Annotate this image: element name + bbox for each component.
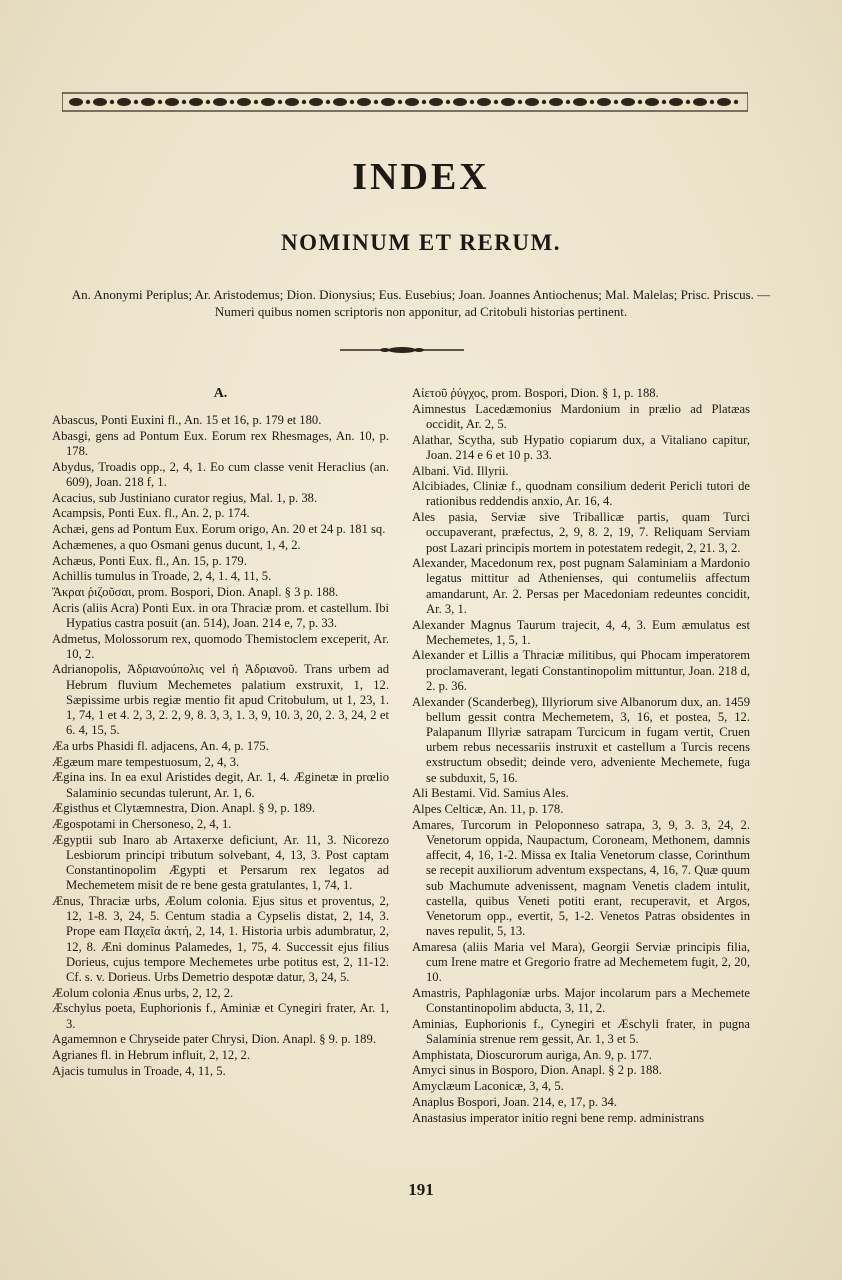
index-entry: Amares, Turcorum in Peloponneso satrapa, 3, 9, 3. 3, 24, 2. Venetorum oppida, Naupactum, Coroneam, Methonem, damnis affecit, 4, 16, 1-2. Missa ex Italia Venetorum classe, Corinthum se recepit auxiliorum adventum exspectans, 4, 16, 7. Quæ quum sub Machumute advenissent, magnam Venetis cladem intulit, castella, quibus Veneti potiti erant, recuperavit, et Argos, Venetorum opp., evertit, 5, 1-2. Venetos Patras obsidentes in naves repulit, 5, 13. bbox=[412, 817, 750, 939]
index-entry: Abasgi, gens ad Pontum Eux. Eorum rex Rhesmages, An. 10, p. 178. bbox=[52, 428, 389, 459]
index-entry: Alcibiades, Cliniæ f., quodnam consilium dederit Pericli tutori de rationibus reddendis anxio, Ar. 16, 4. bbox=[412, 479, 750, 509]
index-entry: Ægina ins. In ea exul Aristides degit, Ar. 1, 4. Æginetæ in prœlio Salaminio secundas tulerunt, Ar. 1, 6. bbox=[52, 770, 389, 800]
index-entry: Ἄκραι ῥιζοῦσαι, prom. Bospori, Dion. Anapl. § 3 p. 188. bbox=[52, 584, 339, 599]
ornamental-border-band bbox=[62, 90, 748, 114]
page-number: 191 bbox=[408, 1180, 434, 1199]
index-column-right bbox=[412, 386, 750, 1126]
index-entry: Acampsis, Ponti Eux. fl., An. 2, p. 174. bbox=[52, 506, 250, 521]
index-entry: Æschylus poeta, Euphorionis f., Aminiæ et Cynegiri frater, Ar. 1, 3. bbox=[52, 1001, 389, 1031]
index-entry: Albani. Vid. Illyrii. bbox=[412, 463, 509, 478]
index-entry: Æolum colonia Ænus urbs, 2, 12, 2. bbox=[52, 985, 234, 1000]
page-subtitle: NOMINUM ET RERUM. bbox=[281, 230, 561, 255]
index-entry: Amphistata, Dioscurorum auriga, An. 9, p. 177. bbox=[412, 1047, 652, 1062]
index-entry: Amyclæum Laconicæ, 3, 4, 5. bbox=[412, 1079, 564, 1094]
ornamental-rule bbox=[340, 346, 464, 354]
index-entry: Admetus, Molossorum rex, quomodo Themistoclem exceperit, Ar. 10, 2. bbox=[52, 631, 389, 661]
index-entry: Alexander et Lillis a Thraciæ militibus, qui Phocam imperatorem proclamaverant, legati Constantinopolim mittuntur, Joan. 218 d, 2. p. 36. bbox=[412, 648, 750, 693]
index-entry: Acris (aliis Acra) Ponti Eux. in ora Thraciæ prom. et castellum. Ibi Hypatius castra posuit (an. 514), Joan. 214 e, 7, p. 33. bbox=[52, 600, 389, 630]
index-entry: Æa urbs Phasidi fl. adjacens, An. 4, p. 175. bbox=[52, 738, 269, 753]
index-entry: Ajacis tumulus in Troade, 4, 11, 5. bbox=[52, 1063, 226, 1078]
section-letter: A. bbox=[213, 386, 228, 401]
index-entry: Aminias, Euphorionis f., Cynegiri et Æschyli frater, in pugna Salaminia strenue rem gessit, Ar. 1, 3 et 5. bbox=[412, 1016, 750, 1047]
index-entry: Ægæum mare tempestuosum, 2, 4, 3. bbox=[52, 754, 240, 769]
index-entry: Abydus, Troadis opp., 2, 4, 1. Eo cum classe venit Heraclius (an. 609), Joan. 218 f, 1. bbox=[52, 459, 389, 490]
index-entry: Amaresa (aliis Maria vel Mara), Georgii Serviæ principis filia, cum Irene matre et Gregorio fratre ad Mechemetem fugit, 2, 20, 10. bbox=[412, 939, 750, 985]
index-entry: Ægisthus et Clytæmnestra, Dion. Anapl. § 9, p. 189. bbox=[52, 801, 316, 816]
index-entry: Achæus, Ponti Eux. fl., An. 15, p. 179. bbox=[52, 553, 247, 568]
index-entry: Abascus, Ponti Euxini fl., An. 15 et 16, p. 179 et 180. bbox=[52, 413, 322, 428]
index-entry: Amyci sinus in Bosporo, Dion. Anapl. § 2 p. 188. bbox=[412, 1063, 662, 1078]
index-entry: Amastris, Paphlagoniæ urbs. Major incolarum pars a Mechemete Constantinopolim abducta, 3, 11, 2. bbox=[412, 985, 750, 1016]
index-entry: Ægyptii sub Inaro ab Artaxerxe deficiunt, Ar. 11, 3. Nicorezo Lesbiorum principi tributum solvebant, 4, 13, 3. Post captam Constantinopolim Ægypti et Persarum rex legatos ad Mechemetem misit de re bene gesta gratulantes, 1, 74, 1. bbox=[52, 832, 389, 893]
index-entry: Agamemnon e Chryseide pater Chrysi, Dion. Anapl. § 9. p. 189. bbox=[52, 1032, 376, 1047]
index-entry: Adrianopolis, Ἀδριανούπολις vel ἡ Ἀδριανοῦ. Trans urbem ad Hebrum fluvium Mechemetes palatium exstruxit, 1, 12. Sæpissime urbis regiæ mentio fit apud Critobulum, ut 1, 23, 1. 1, 74, 1 et 4. 2, 3, 2. 2, 9, 8. 3, 3, 1. 3, 9, 10. 3, 20, 2. 3, 24, 2 et 6. 4, 15, 5. bbox=[52, 662, 389, 738]
index-entry: Alexander Magnus Taurum trajecit, 4, 4, 3. Eum æmulatus est Mechemetes, 1, 5, 1. bbox=[412, 617, 750, 647]
index-entry: Alpes Celticæ, An. 11, p. 178. bbox=[412, 801, 564, 816]
index-entry: Aimnestus Lacedæmonius Mardonium in prælio ad Platæas occidit, Ar. 2, 5. bbox=[412, 401, 750, 431]
index-entry: Acacius, sub Justiniano curator regius, Mal. 1, p. 38. bbox=[52, 490, 318, 505]
index-entry: Alathar, Scytha, sub Hypatio copiarum dux, a Vitaliano capitur, Joan. 214 e 6 et 10 p. 33. bbox=[412, 432, 750, 462]
index-entry: Agrianes fl. in Hebrum influit, 2, 12, 2. bbox=[52, 1048, 250, 1063]
index-entry: Achæi, gens ad Pontum Eux. Eorum origo, An. 20 et 24 p. 181 sq. bbox=[52, 522, 386, 537]
index-entry: Alexander (Scanderbeg), Illyriorum sive Albanorum dux, an. 1459 bellum gessit contra Mechemetem, 3, 16, et postea, 5, 12. Palapanum Illyriæ satrapam Turcicum in fugam vertit, Cruen urbem rebus necessariis instruxit et castellum a Turcis recens exstructum obsedit; deinde vero, adveniente Mechemete, fuga se subduxit, 5, 16. bbox=[412, 694, 750, 785]
index-entry: Anastasius imperator initio regni bene remp. administrans bbox=[412, 1110, 705, 1125]
index-entry: Ægospotami in Chersoneso, 2, 4, 1. bbox=[52, 816, 232, 831]
index-entry: Ales pasia, Serviæ sive Triballicæ partis, quam Turci occupaverant, præfectus, 2, 9, 8. 2, 19, 7. Reliquam Serviam post Lazari principis mortem in potestatem redegit, 2, 21. 3, 2. bbox=[412, 510, 750, 555]
index-entry: Ænus, Thraciæ urbs, Æolum colonia. Ejus situs et proventus, 2, 12, 1-8. 3, 24, 5. Centum stadia a Cypselis distat, 2, 14, 3. Prope eam Παχεῖα ἀκτή, 2, 14, 1. Historia urbis adumbratur, 2, 12, 8. Æni dominus Palamedes, 1, 75, 4. Successit ejus filius Dorieus, cujus tempore Mechemetes urbe potitus est, 2, 11-12. Cf. s. v. Dorieus. Urbs Demetrio despotæ datur, 3, 24, 5. bbox=[52, 894, 389, 985]
index-column-left bbox=[52, 386, 389, 1079]
index-entry: Achillis tumulus in Troade, 2, 4, 1. 4, 11, 5. bbox=[52, 569, 272, 584]
index-entry: Ali Bestami. Vid. Samius Ales. bbox=[412, 786, 569, 801]
index-entry: Anaplus Bospori, Joan. 214, e, 17, p. 34. bbox=[412, 1094, 617, 1109]
index-entry: Αἰετοῦ ῥύγχος, prom. Bospori, Dion. § 1, p. 188. bbox=[412, 386, 659, 400]
index-entry: Achæmenes, a quo Osmani genus ducunt, 1, 4, 2. bbox=[52, 537, 301, 552]
page-title: INDEX bbox=[352, 156, 490, 198]
index-entry: Alexander, Macedonum rex, post pugnam Salaminiam a Mardonio legatus mittitur ad Athenienses, qui contumeliis affectum amandarunt, Ar. 2. Persas per Macedoniam redeuntes concidit, Ar. 3, 1. bbox=[412, 556, 750, 616]
abbreviations-note: An. Anonymi Periplus; Ar. Aristodemus; Dion. Dionysius; Eus. Eusebius; Joan. Joannes Antiochenus; Mal. Malelas; Prisc. Priscus. — Numeri quibus nomen scriptoris non apponitur, ad Critobuli historias pertinent. bbox=[71, 287, 771, 319]
